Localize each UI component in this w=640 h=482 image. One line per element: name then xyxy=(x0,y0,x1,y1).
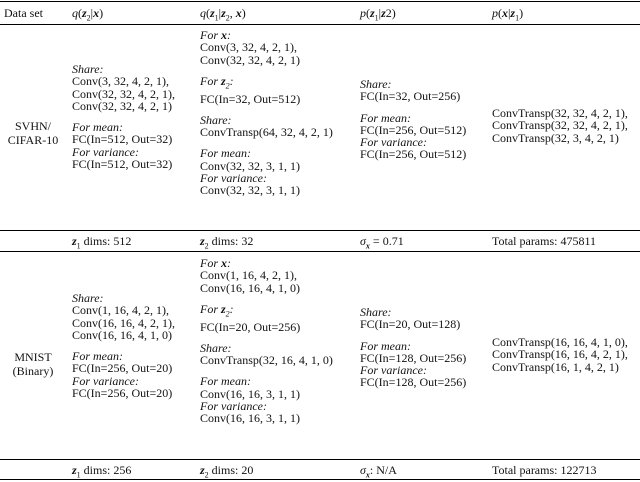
layer: Conv(32, 32, 3, 1, 1) xyxy=(200,158,300,173)
mean-label: For mean: xyxy=(72,349,123,364)
layer: FC(In=128, Out=256) xyxy=(360,375,467,390)
layer: ConvTransp(16, 16, 4, 1, 0), xyxy=(492,335,628,349)
layer: Conv(1, 16, 4, 2, 1), xyxy=(72,303,169,318)
layer: Conv(3, 32, 4, 2, 1), xyxy=(200,40,297,55)
layer: Conv(16, 16, 4, 2, 1), xyxy=(72,315,175,330)
mean-label: For mean: xyxy=(72,120,123,135)
svhn-p-z1-z2-cell xyxy=(360,78,466,161)
layer: Conv(3, 32, 4, 2, 1), xyxy=(72,74,169,89)
layer: Conv(32, 32, 3, 1, 1) xyxy=(200,183,300,198)
mnist-sigma: $\sigma_x$: N/A xyxy=(360,463,397,480)
layer: FC(In=256, Out=512) xyxy=(360,122,467,137)
mnist-z1-dims: $z_1$ dims: 256 xyxy=(72,463,132,480)
layer: Conv(32, 32, 4, 2, 1), xyxy=(72,86,175,101)
layer: Conv(32, 32, 4, 2, 1) xyxy=(72,98,172,113)
for-z2-label: For $z_2$: xyxy=(200,73,234,91)
mnist-body-rule xyxy=(0,459,640,460)
layer: FC(In=256, Out=512) xyxy=(360,147,467,162)
layer: ConvTransp(32, 32, 4, 2, 1), xyxy=(492,118,628,133)
layer: FC(In=128, Out=256) xyxy=(360,350,467,365)
layer: FC(In=20, Out=128) xyxy=(360,317,461,332)
svhn-body-rule xyxy=(0,230,640,231)
header-dataset: Data set xyxy=(4,6,43,20)
mean-label: For mean: xyxy=(360,338,411,353)
layer: ConvTransp(32, 32, 4, 2, 1), xyxy=(492,106,628,120)
share-label: Share: xyxy=(360,305,392,319)
dataset-mnist: MNIST (Binary) xyxy=(12,350,54,378)
svhn-sigma: $\sigma_x = 0.71$ xyxy=(360,234,404,251)
layer: Conv(16, 16, 4, 1, 0) xyxy=(72,327,172,342)
layer: Conv(1, 16, 4, 2, 1), xyxy=(200,268,297,283)
layer: ConvTransp(16, 16, 4, 2, 1), xyxy=(492,347,628,362)
mnist-p-z1-z2-cell xyxy=(360,306,466,389)
share-label: Share: xyxy=(360,77,392,91)
layer: FC(In=512, Out=32) xyxy=(72,157,173,172)
layer: Conv(16, 16, 3, 1, 1) xyxy=(200,411,300,426)
layer: FC(In=256, Out=20) xyxy=(72,361,173,376)
variance-label: For variance: xyxy=(200,399,267,414)
layer: FC(In=20, Out=256) xyxy=(200,319,301,334)
header-q-z2-given-x: $q(z_2|x)$ xyxy=(72,6,104,23)
mnist-p-x-z1-cell xyxy=(492,336,628,373)
layer: FC(In=512, Out=32) xyxy=(72,132,173,147)
layer: ConvTransp(64, 32, 4, 2, 1) xyxy=(200,125,333,140)
variance-label: For variance: xyxy=(200,171,267,186)
mnist-q-z2-x-cell xyxy=(72,292,175,399)
mnist-z2-dims: $z_2$ dims: 20 xyxy=(200,463,254,480)
svhn-z2-dims: $z_2$ dims: 32 xyxy=(200,234,254,251)
header-q-z1-given-z2-x: $q(z_1|z_2$, x) xyxy=(200,6,246,23)
dataset-svhn-cifar: SVHN/ CIFAR-10 xyxy=(7,119,59,147)
header-p-z1-given-z2: $p(z_1|z2)$ xyxy=(360,6,396,23)
for-z2-label: For $z_2$: xyxy=(200,301,234,319)
variance-label: For variance: xyxy=(72,144,139,159)
layer: Conv(16, 16, 4, 1, 0) xyxy=(200,280,300,295)
variance-label: For variance: xyxy=(360,363,427,378)
variance-label: For variance: xyxy=(360,135,427,150)
mnist-q-z1-z2-x-cell xyxy=(200,257,333,425)
svhn-q-z2-x-cell xyxy=(72,63,175,170)
layer: ConvTransp(16, 1, 4, 2, 1) xyxy=(492,359,619,374)
variance-label: For variance: xyxy=(72,373,139,388)
layer: Conv(32, 32, 4, 2, 1) xyxy=(200,52,300,67)
share-label: Share: xyxy=(200,112,232,127)
svhn-total-params: Total params: 475811 xyxy=(492,234,597,248)
for-x-label: For x: xyxy=(200,28,231,42)
layer: ConvTransp(32, 16, 4, 1, 0) xyxy=(200,353,333,368)
layer: FC(In=32, Out=512) xyxy=(200,91,301,106)
share-label: Share: xyxy=(72,291,104,305)
svhn-p-x-z1-cell xyxy=(492,107,628,144)
for-x-label: For x: xyxy=(200,256,231,270)
mnist-total-params: Total params: 122713 xyxy=(492,463,597,477)
top-rule xyxy=(0,1,640,2)
layer: FC(In=32, Out=256) xyxy=(360,89,461,104)
mean-label: For mean: xyxy=(200,374,251,389)
mean-label: For mean: xyxy=(200,146,251,161)
svhn-z1-dims: $z_1$ dims: 512 xyxy=(72,234,132,251)
mean-label: For mean: xyxy=(360,110,411,125)
header-p-x-given-z1: $p(x|z_1)$ xyxy=(492,6,524,23)
share-label: Share: xyxy=(72,62,104,76)
share-label: Share: xyxy=(200,340,232,355)
layer: Conv(16, 16, 3, 1, 1) xyxy=(200,386,300,401)
layer: FC(In=256, Out=20) xyxy=(72,386,173,401)
svhn-q-z1-z2-x-cell xyxy=(200,29,333,197)
layer: ConvTransp(32, 3, 4, 2, 1) xyxy=(492,130,619,145)
